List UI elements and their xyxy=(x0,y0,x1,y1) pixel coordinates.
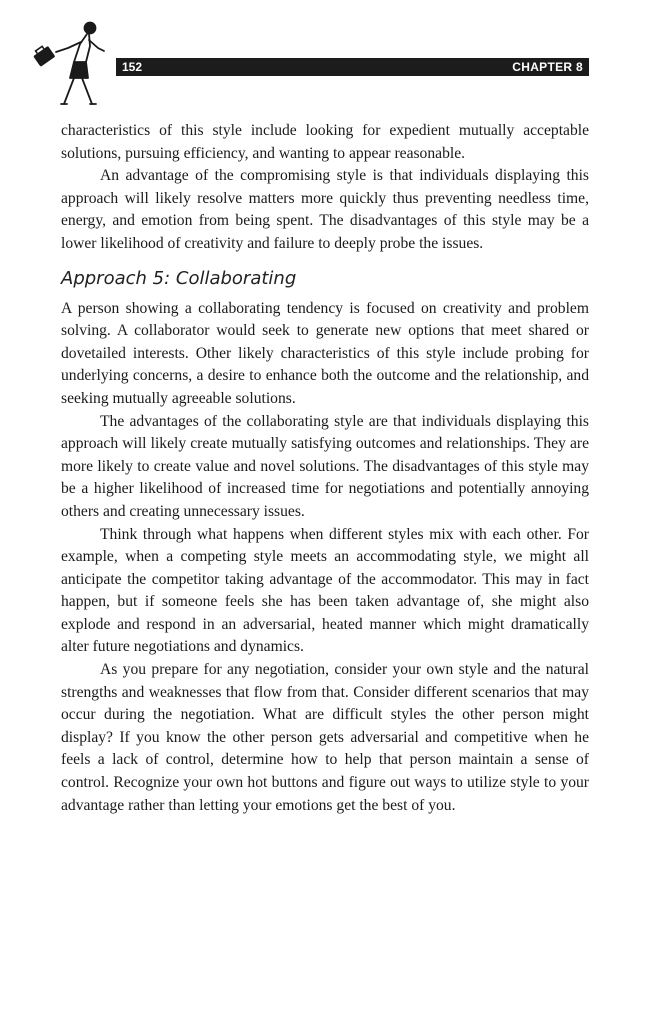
page-body xyxy=(61,120,589,817)
section-heading: Approach 5: Collaborating xyxy=(61,267,297,289)
paragraph: As you prepare for any negotiation, consider your own style and the natural strengths and weaknesses that flow from that. Consider different scenarios that may occur during the negotiation. What are difficult styles the other person might display? If you know the other person gets adversarial and competitive when he feels a lack of control, determine how to help that person maintain a sense of control. Recognize your own hot buttons and figure out ways to utilize style to your advantage rather than letting your emotions get the best of you. xyxy=(61,661,589,814)
paragraph: characteristics of this style include looking for expedient mutually acceptable solutions, pursuing efficiency, and wanting to appear reasonable. xyxy=(61,122,589,162)
page-number: 152 xyxy=(122,60,143,74)
paragraph: An advantage of the compromising style is that individuals displaying this approach will likely resolve matters more quickly thus preventing needless time, energy, and emotion from being spent. The disadvantages of this style may be a lower likelihood of creativity and failure to deeply probe the issues. xyxy=(61,167,589,252)
paragraph: Think through what happens when different styles mix with each other. For example, when a competing style meets an accommodating style, we might all anticipate the competitor taking advantage of the accommodator. This may in fact happen, but if someone feels she has been taken advantage of, she might also explode and respond in an adversarial, heated manner which might dramatically alter future negotiations and dynamics. xyxy=(61,525,589,656)
chapter-label: CHAPTER 8 xyxy=(512,60,583,74)
paragraph: A person showing a collaborating tendency is focused on creativity and problem solving. A collaborator would seek to generate new options that meet shared or dovetailed interests. Other likely characteristics of this style include probing for underlying concerns, a desire to enhance both the outcome and the relationship, and seeking mutually agreeable solutions. xyxy=(61,299,589,407)
paragraph: The advantages of the collaborating style are that individuals displaying this approach will likely create mutually satisfying outcomes and relationships. They are more likely to create value and novel solutions. The disadvantages of this style may be a higher likelihood of increased time for negotiations and potentially annoying others and creating unnecessary issues. xyxy=(61,412,589,520)
running-header xyxy=(116,58,589,76)
businesswoman-briefcase-icon xyxy=(30,18,110,108)
